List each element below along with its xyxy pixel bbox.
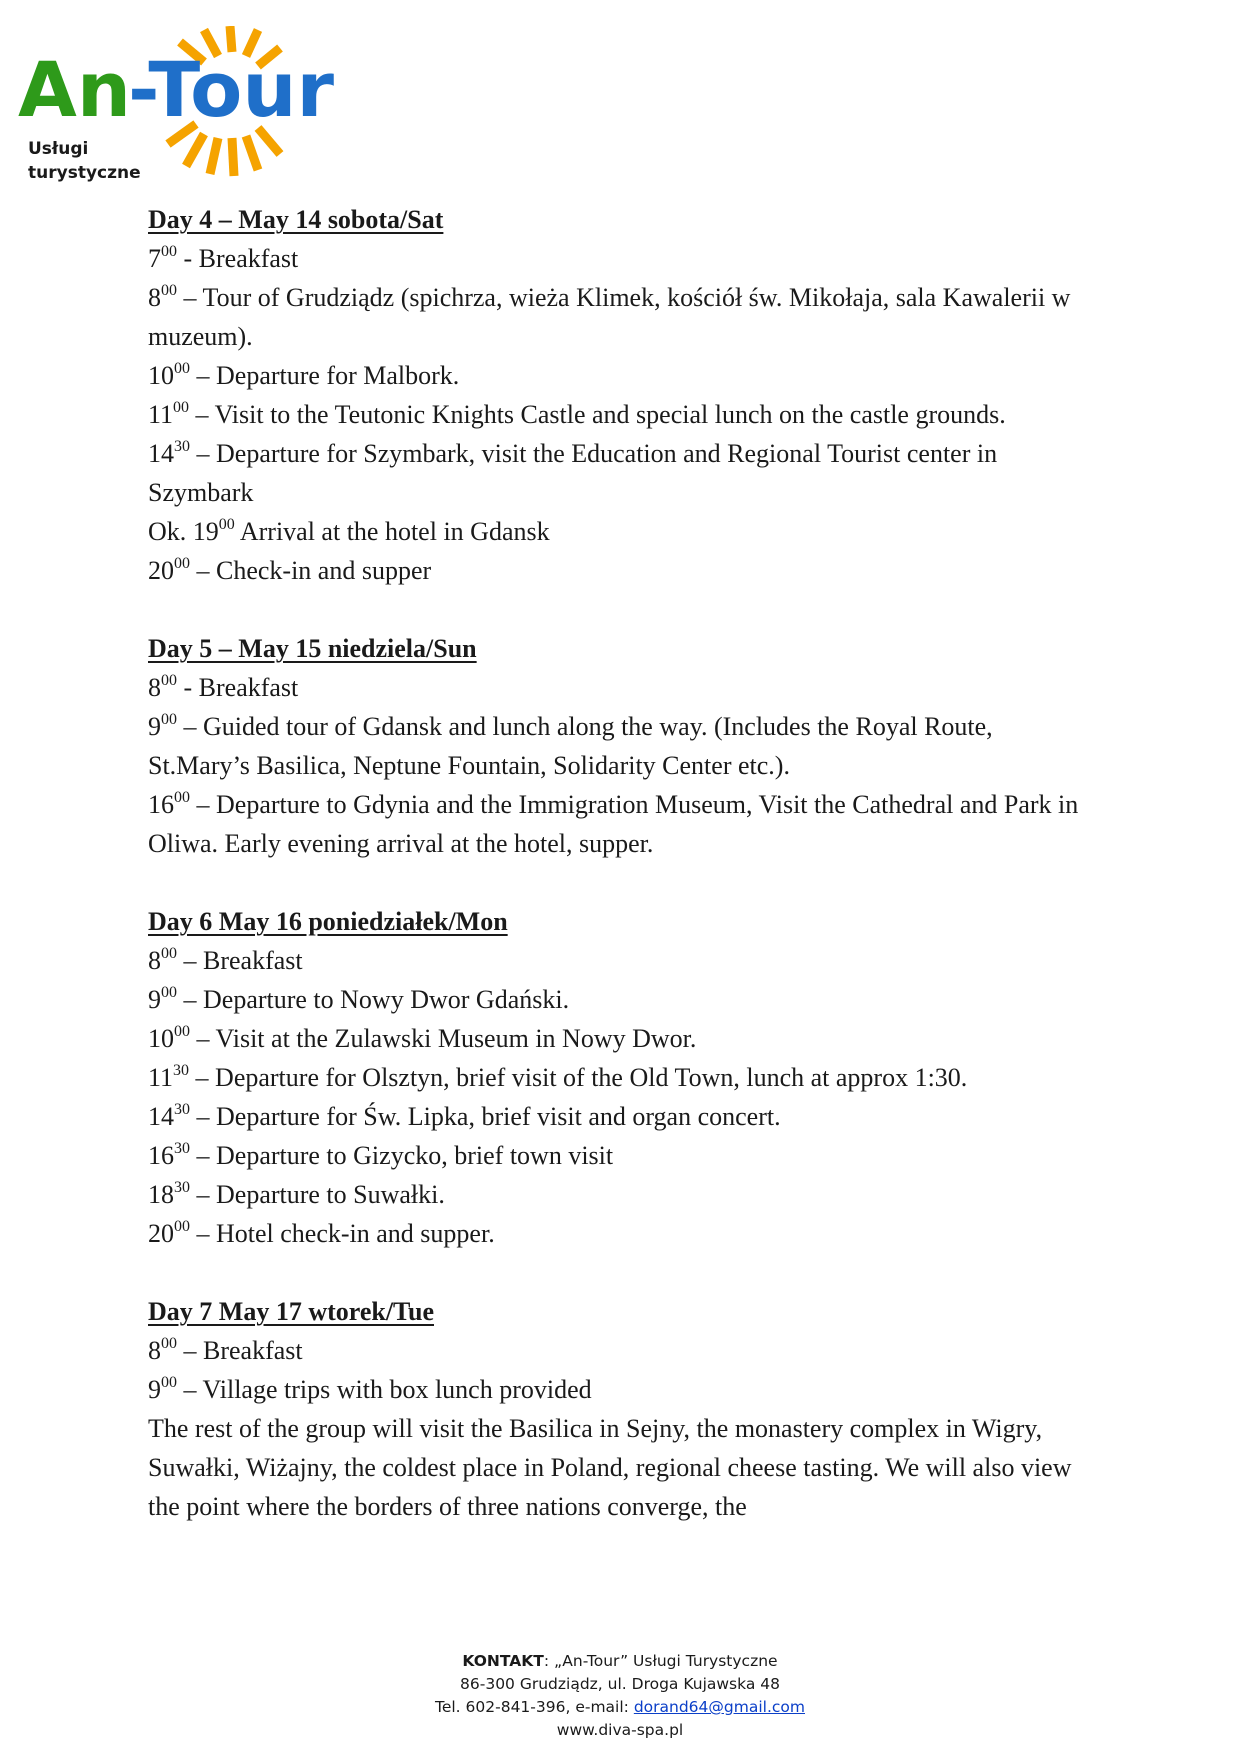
entry-hour: 19 xyxy=(192,517,219,546)
entry-minutes: 00 xyxy=(173,399,190,416)
entry-text: – Departure to Gizycko, brief town visit xyxy=(190,1141,614,1170)
day-section xyxy=(148,1292,1088,1526)
logo-brand-tour: -Tour xyxy=(128,45,334,134)
entry-minutes: 00 xyxy=(161,1335,177,1352)
entry-hour: 14 xyxy=(148,1102,174,1131)
entry-text: – Departure for Szymbark, visit the Education and Regional Tourist center in Szymbark xyxy=(148,439,998,507)
entry-minutes: 30 xyxy=(174,1140,190,1157)
entry-hour: 14 xyxy=(148,439,174,468)
entry-hour: 8 xyxy=(148,946,161,975)
footer-website: www.diva-spa.pl xyxy=(556,1721,684,1739)
entry-minutes: 00 xyxy=(174,555,190,572)
schedule-entry xyxy=(148,1409,1088,1526)
entry-minutes: 00 xyxy=(174,360,190,377)
schedule-entry xyxy=(148,278,1088,356)
entry-minutes: 00 xyxy=(174,789,190,806)
entry-text: – Breakfast xyxy=(177,946,303,975)
day-section xyxy=(148,629,1088,863)
entry-hour: 20 xyxy=(148,556,174,585)
entry-hour: 8 xyxy=(148,283,161,312)
schedule-entry xyxy=(148,785,1088,863)
footer-address: 86-300 Grudziądz, ul. Droga Kujawska 48 xyxy=(460,1675,780,1693)
schedule-entry xyxy=(148,980,1088,1019)
entry-hour: 16 xyxy=(148,1141,174,1170)
footer-line-phone xyxy=(0,1696,1240,1719)
schedule-entry xyxy=(148,512,1088,551)
entry-minutes: 00 xyxy=(161,282,177,299)
entry-text: – Breakfast xyxy=(177,1336,303,1365)
entry-minutes: 00 xyxy=(174,1218,190,1235)
footer-contact xyxy=(0,1650,1240,1742)
schedule-entry xyxy=(148,551,1088,590)
logo-subtitle-line2: turystyczne xyxy=(28,163,141,183)
schedule-entry xyxy=(148,1019,1088,1058)
schedule-entry xyxy=(148,239,1088,278)
entry-hour: 18 xyxy=(148,1180,174,1209)
schedule-entry xyxy=(148,668,1088,707)
itinerary xyxy=(148,200,1088,1565)
entry-text: – Guided tour of Gdansk and lunch along the way. (Includes the Royal Route, St.Mary’s Basilica, Neptune Fountain, Solidarity Center etc.). xyxy=(148,712,993,780)
entry-hour: 9 xyxy=(148,712,161,741)
entry-text: – Departure to Gdynia and the Immigration Museum, Visit the Cathedral and Park in Oliwa. Early evening arrival at the hotel, supper. xyxy=(148,790,1079,858)
entry-minutes: 00 xyxy=(161,672,177,689)
day-heading: Day 5 – May 15 niedziela/Sun xyxy=(148,634,477,663)
day-section xyxy=(148,200,1088,590)
footer-line-contact xyxy=(0,1650,1240,1673)
entry-hour: 11 xyxy=(148,400,174,429)
entry-text: – Departure for Malbork. xyxy=(190,361,460,390)
contact-label: KONTAKT xyxy=(462,1652,544,1670)
email-link[interactable]: dorand64@gmail.com xyxy=(633,1698,805,1716)
entry-minutes: 00 xyxy=(161,984,177,1001)
phone-text: Tel. 602-841-396, e-mail: xyxy=(435,1698,634,1716)
entry-hour: 16 xyxy=(148,790,174,819)
entry-minutes: 00 xyxy=(161,945,177,962)
entry-minutes: 30 xyxy=(174,1101,190,1118)
contact-name: : „An-Tour” Usługi Turystyczne xyxy=(543,1652,778,1670)
day-heading: Day 4 – May 14 sobota/Sat xyxy=(148,205,444,234)
entry-hour: 10 xyxy=(148,1024,174,1053)
entry-text: Arrival at the hotel in Gdansk xyxy=(234,517,550,546)
entry-minutes: 30 xyxy=(174,438,190,455)
entry-hour: 20 xyxy=(148,1219,174,1248)
day-heading: Day 7 May 17 wtorek/Tue xyxy=(148,1297,434,1326)
entry-text: – Check-in and supper xyxy=(190,556,432,585)
schedule-entry xyxy=(148,1370,1088,1409)
entry-minutes: 00 xyxy=(161,243,177,260)
entry-minutes: 00 xyxy=(161,1374,177,1391)
entry-hour: 10 xyxy=(148,361,174,390)
schedule-entry xyxy=(148,1214,1088,1253)
schedule-entry xyxy=(148,1175,1088,1214)
entry-hour: 9 xyxy=(148,1375,161,1404)
entry-text: – Hotel check-in and supper. xyxy=(190,1219,495,1248)
schedule-entry xyxy=(148,434,1088,512)
schedule-entry xyxy=(148,395,1088,434)
schedule-entry xyxy=(148,1331,1088,1370)
entry-text: - Breakfast xyxy=(177,673,299,702)
entry-text: – Tour of Grudziądz (spichrza, wieża Klimek, kościół św. Mikołaja, sala Kawalerii w muzeum). xyxy=(148,283,1071,351)
schedule-entry xyxy=(148,1097,1088,1136)
entry-minutes: 00 xyxy=(174,1023,190,1040)
entry-hour: 11 xyxy=(148,1063,174,1092)
day-heading: Day 6 May 16 poniedziałek/Mon xyxy=(148,907,508,936)
entry-text: - Breakfast xyxy=(177,244,299,273)
entry-hour: 7 xyxy=(148,244,161,273)
entry-text: – Departure for Św. Lipka, brief visit and organ concert. xyxy=(190,1102,781,1131)
schedule-entry xyxy=(148,707,1088,785)
entry-hour: 8 xyxy=(148,673,161,702)
entry-hour: 8 xyxy=(148,1336,161,1365)
logo-subtitle-line1: Usługi xyxy=(28,139,89,159)
schedule-entry xyxy=(148,1058,1088,1097)
entry-text: The rest of the group will visit the Basilica in Sejny, the monastery complex in Wigry, Suwałki, Wiżajny, the coldest place in Poland, regional cheese tasting. We will also view the point where the borders of three nations converge, the xyxy=(148,1414,1072,1521)
entry-minutes: 00 xyxy=(161,711,177,728)
schedule-entry xyxy=(148,941,1088,980)
entry-text: – Visit to the Teutonic Knights Castle and special lunch on the castle grounds. xyxy=(189,400,1006,429)
entry-text: – Visit at the Zulawski Museum in Nowy Dwor. xyxy=(190,1024,697,1053)
entry-text: – Village trips with box lunch provided xyxy=(177,1375,592,1404)
company-logo xyxy=(18,26,348,194)
logo-brand-an: An xyxy=(18,45,131,134)
entry-minutes: 30 xyxy=(174,1179,190,1196)
entry-minutes: 00 xyxy=(218,516,235,533)
day-section xyxy=(148,902,1088,1253)
schedule-entry xyxy=(148,356,1088,395)
entry-text: – Departure for Olsztyn, brief visit of the Old Town, lunch at approx 1:30. xyxy=(189,1063,968,1092)
schedule-entry xyxy=(148,1136,1088,1175)
entry-text: – Departure to Suwałki. xyxy=(190,1180,445,1209)
entry-prefix: Ok. xyxy=(148,517,193,546)
entry-hour: 9 xyxy=(148,985,161,1014)
entry-minutes: 30 xyxy=(173,1062,190,1079)
entry-text: – Departure to Nowy Dwor Gdański. xyxy=(177,985,570,1014)
